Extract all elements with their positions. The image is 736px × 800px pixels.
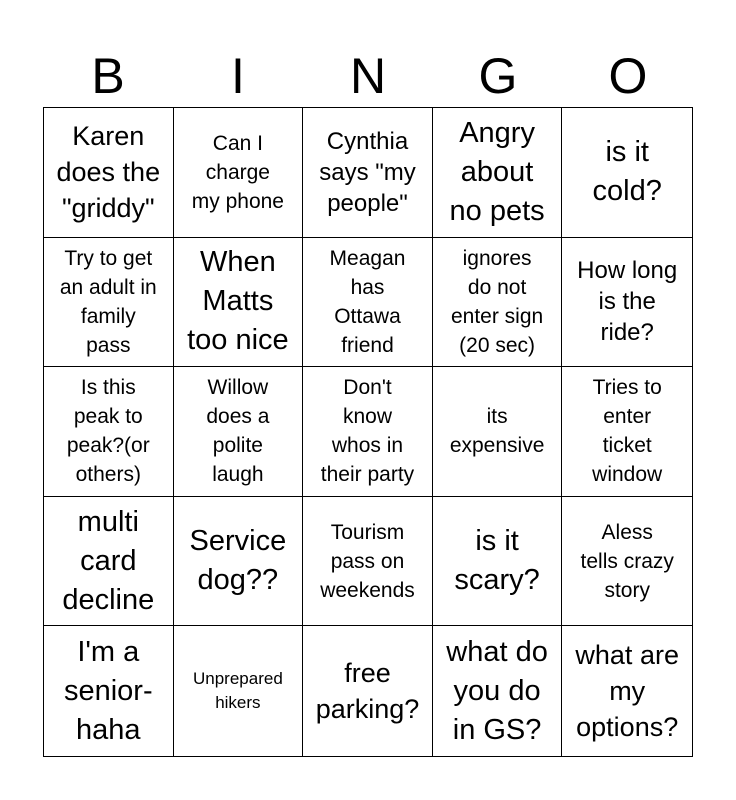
bingo-cell-text: Unprepared hikers	[193, 669, 283, 713]
bingo-cell[interactable]	[174, 108, 304, 238]
header-letter-i: I	[231, 48, 245, 104]
bingo-cell[interactable]	[303, 367, 433, 497]
bingo-cell[interactable]	[303, 238, 433, 368]
bingo-cell-text: Tourism pass on weekends	[320, 520, 415, 602]
bingo-cell-text: How long is the ride?	[577, 257, 678, 347]
bingo-cell[interactable]	[303, 497, 433, 627]
bingo-cell-text: free parking?	[315, 658, 420, 725]
bingo-cell[interactable]	[174, 626, 304, 756]
bingo-cell[interactable]	[562, 626, 692, 756]
bingo-cell[interactable]	[433, 238, 563, 368]
bingo-cell[interactable]	[174, 367, 304, 497]
bingo-cell-text: multi card decline	[62, 505, 155, 616]
bingo-cell[interactable]	[174, 238, 304, 368]
bingo-cell[interactable]	[44, 367, 174, 497]
bingo-cell-text: Service dog??	[189, 525, 287, 597]
bingo-cell-text: Karen does the "griddy"	[56, 121, 161, 224]
bingo-cell-text: Willow does a polite laugh	[206, 376, 270, 487]
bingo-cell[interactable]	[433, 497, 563, 627]
bingo-cell[interactable]	[562, 108, 692, 238]
bingo-cell[interactable]	[433, 108, 563, 238]
bingo-cell[interactable]	[562, 497, 692, 627]
bingo-cell-text: its expensive	[449, 405, 545, 458]
bingo-cell[interactable]	[44, 497, 174, 627]
bingo-cell-text: Try to get an adult in family pass	[59, 246, 157, 357]
bingo-cell-text: Is this peak to peak?(or others)	[66, 376, 150, 487]
bingo-cell-text: When Matts too nice	[187, 246, 289, 357]
bingo-cell-text: I'm a senior- haha	[63, 635, 153, 746]
bingo-cell[interactable]	[562, 238, 692, 368]
bingo-cell-text: Angry about no pets	[449, 116, 545, 227]
bingo-cell[interactable]	[303, 626, 433, 756]
bingo-cell[interactable]	[44, 108, 174, 238]
bingo-board	[43, 107, 693, 757]
bingo-cell-text: Aless tells crazy story	[580, 520, 674, 602]
bingo-cell[interactable]	[433, 626, 563, 756]
bingo-cell[interactable]	[44, 238, 174, 368]
header-letter-b: B	[91, 48, 125, 104]
header-letter-g: G	[478, 48, 518, 104]
bingo-header	[43, 46, 693, 106]
header-letter-n: N	[349, 48, 387, 104]
bingo-cell[interactable]	[433, 367, 563, 497]
bingo-cell[interactable]	[174, 497, 304, 627]
bingo-cell-text: Cynthia says "my people"	[319, 127, 416, 217]
bingo-cell-text: is it cold?	[592, 136, 662, 208]
bingo-cell-text: is it scary?	[454, 525, 540, 597]
bingo-cell[interactable]	[303, 108, 433, 238]
bingo-cell-text: Don't know whos in their party	[320, 376, 415, 487]
bingo-cell[interactable]	[44, 626, 174, 756]
bingo-cell-text: Can I charge my phone	[191, 131, 284, 213]
bingo-cell-text: Tries to enter ticket window	[592, 376, 663, 487]
bingo-cell-text: what are my options?	[575, 640, 679, 743]
bingo-cell-text: what do you do in GS?	[446, 635, 548, 746]
bingo-cell-text: ignores do not enter sign (20 sec)	[450, 246, 544, 357]
header-letter-o: O	[608, 48, 648, 104]
bingo-cell-text: Meagan has Ottawa friend	[329, 246, 406, 357]
bingo-cell[interactable]	[562, 367, 692, 497]
